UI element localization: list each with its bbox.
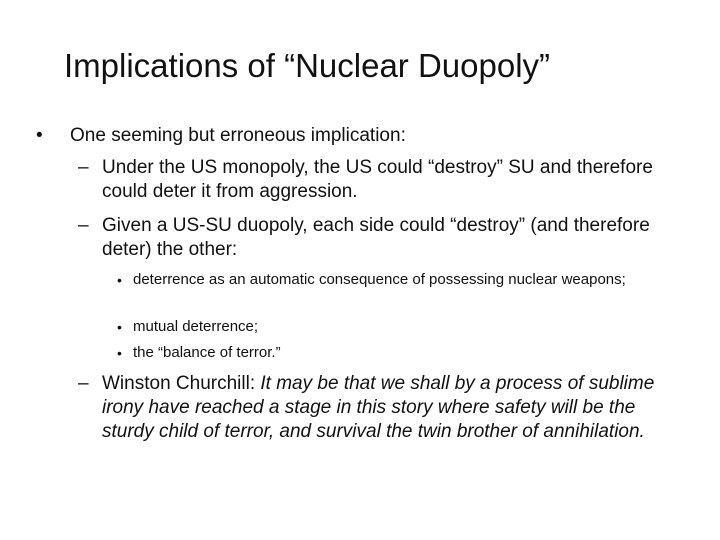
sub-bullet-duopoly: Given a US-SU duopoly, each side could “destroy” (and therefore deter) the other: xyxy=(102,215,650,260)
sub-sub-bullet-mutual: mutual deterrence; xyxy=(133,318,259,335)
sub-bullet-monopoly: Under the US monopoly, the US could “destroy” SU and therefore could deter it from aggression. xyxy=(102,157,653,202)
bullet-level1: One seeming but erroneous implication: xyxy=(70,125,406,146)
quote-speaker: Winston Churchill: xyxy=(102,373,256,394)
slide-title: Implications of “Nuclear Duopoly” xyxy=(64,47,551,84)
dash-marker: – xyxy=(78,157,89,178)
dash-marker: – xyxy=(78,373,89,394)
quote-text: It may be that we shall by a process of sublime irony have reached a stage in this story where safety will be the sturdy child of terror, and survival the twin brother of annihilation. xyxy=(102,373,655,442)
dash-marker: – xyxy=(78,215,89,236)
bullet-marker: • xyxy=(36,125,43,146)
sub-sub-bullet-balance: the “balance of terror.” xyxy=(133,344,281,361)
bullet-marker: • xyxy=(117,272,122,288)
sub-sub-bullet-deterrence: deterrence as an automatic consequence of possessing nuclear weapons; xyxy=(133,271,626,288)
churchill-quote-block xyxy=(102,372,692,444)
bullet-marker: • xyxy=(117,319,122,335)
bullet-marker: • xyxy=(117,345,122,361)
